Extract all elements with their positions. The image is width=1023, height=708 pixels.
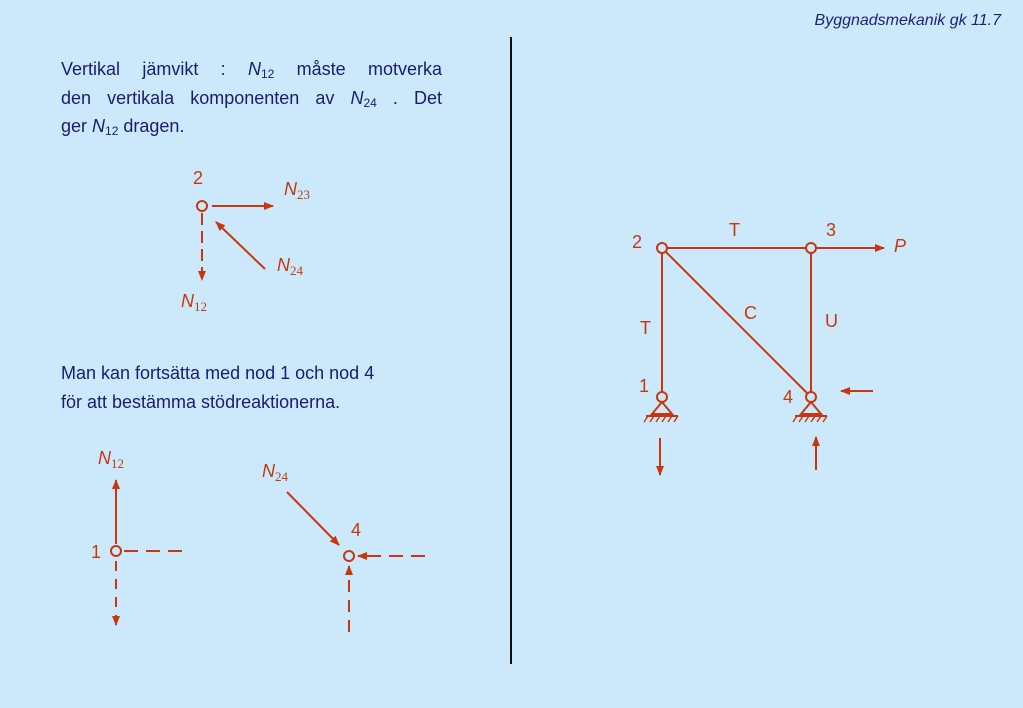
- text2-line2: för att bestämma stödreaktionerna.: [61, 391, 341, 412]
- load-p-label: P: [894, 236, 907, 256]
- support-1-icon: [644, 402, 678, 422]
- node4-diagram: [287, 492, 425, 632]
- node1-n12-label: $N_{12}$: [98, 448, 124, 471]
- node4-joint: [344, 551, 354, 561]
- text1-line1: Vertikal jämvikt : $N_{12}$ måste motverka: [61, 59, 442, 81]
- truss-node-2-label: 2: [632, 232, 643, 252]
- text2-line1: Man kan fortsätta med nod 1 och nod 4: [61, 363, 375, 383]
- node2-label: 2: [193, 168, 204, 188]
- node1-label: 1: [91, 542, 102, 562]
- node1-diagram: [111, 480, 190, 625]
- truss-diagram: [644, 243, 884, 475]
- member-2-4-label: C: [744, 303, 757, 323]
- node4-label: 4: [351, 520, 362, 540]
- slide-header: Byggnadsmekanik gk 11.7: [814, 12, 1001, 29]
- member-2-3-label: T: [729, 220, 740, 240]
- node2-diagram: [197, 201, 273, 280]
- node1-joint: [111, 546, 121, 556]
- truss-node-2: [657, 243, 667, 253]
- n24-arrow: [216, 222, 265, 269]
- truss-node-4-label: 4: [783, 387, 794, 407]
- support-4-icon: [793, 402, 827, 422]
- member-1-2-label: T: [640, 318, 651, 338]
- n12-label: $N_{12}$: [181, 291, 207, 314]
- member-3-4-label: U: [825, 311, 838, 331]
- member-2-4: [666, 252, 807, 393]
- text1-line3: ger $N_{12}$ dragen.: [61, 116, 185, 138]
- node2-joint: [197, 201, 207, 211]
- n23-label: $N_{23}$: [284, 179, 310, 202]
- truss-node-1-label: 1: [639, 376, 650, 396]
- truss-node-3-label: 3: [826, 220, 837, 240]
- n24-label: $N_{24}$: [277, 255, 303, 278]
- node4-n24-arrow: [287, 492, 339, 545]
- truss-node-3: [806, 243, 816, 253]
- node4-n24-label: $N_{24}$: [262, 461, 288, 484]
- text1-line2: den vertikala komponenten av $N_{24}$ . Det: [61, 87, 442, 110]
